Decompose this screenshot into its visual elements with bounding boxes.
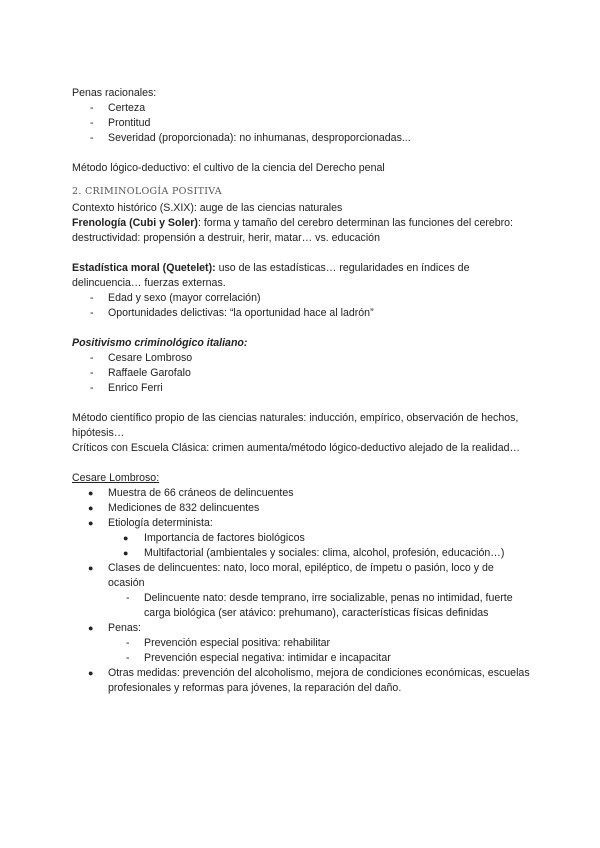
etiologia-label: Etiología determinista:	[108, 517, 213, 529]
list-item: ● Multifactorial (ambientales y sociales: clima, alcohol, profesión, educación…)	[108, 546, 532, 561]
list-item: ● Mediciones de 832 delincuentes	[72, 501, 532, 516]
metodo-logico-text: Método lógico-deductivo: el cultivo de la ciencia del Derecho penal	[72, 162, 385, 174]
list-item: - Enrico Ferri	[72, 381, 532, 396]
section-heading: 2. CRIMINOLOGÍA POSITIVA	[72, 186, 222, 197]
list-item: ● Muestra de 66 cráneos de delincuentes	[72, 486, 532, 501]
list-item: ● Importancia de factores biológicos	[108, 531, 532, 546]
contexto-text: Contexto histórico (S.XIX): auge de las ciencias naturales	[72, 202, 343, 214]
positivismo-list	[72, 351, 532, 396]
list-item: - Prevención especial negativa: intimidar e incapacitar	[108, 651, 532, 666]
list-item: - Severidad (proporcionada): no inhumanas, desproporcionadas...	[72, 131, 532, 146]
list-item: - Cesare Lombroso	[72, 351, 532, 366]
list-item: - Certeza	[72, 101, 532, 116]
list-item	[72, 516, 532, 561]
penas-sublist	[108, 636, 532, 666]
lombroso-list	[72, 486, 532, 696]
estadistica-label: Estadística moral (Quetelet):	[72, 262, 216, 274]
document-page	[72, 86, 532, 696]
clases-sublist	[108, 591, 532, 621]
positivismo-title: Positivismo criminológico italiano:	[72, 337, 248, 349]
frenologia-paragraph	[72, 216, 532, 246]
list-item: - Raffaele Garofalo	[72, 366, 532, 381]
list-item: - Prevención especial positiva: rehabilitar	[108, 636, 532, 651]
etiologia-sublist	[108, 531, 532, 561]
estadistica-text: uso de las estadísticas… regularidades en índices de delincuencia… fuerzas externas.	[72, 262, 470, 289]
list-item: - Delincuente nato: desde temprano, irre socializable, penas no intimidad, fuerte carga biológica (ser atávico: prehumano), características físicas definidas	[108, 591, 532, 621]
clases-label: Clases de delincuentes: nato, loco moral, epiléptico, de ímpetu o pasión, loco y de ocasión	[108, 562, 494, 589]
estadistica-paragraph	[72, 261, 532, 291]
criticos-text: Críticos con Escuela Clásica: crimen aumenta/método lógico-deductivo alejado de la realidad…	[72, 442, 521, 454]
list-item	[72, 621, 532, 666]
list-item: - Prontitud	[72, 116, 532, 131]
estadistica-list	[72, 291, 532, 321]
metodo-cientifico-text: Método científico propio de las ciencias naturales: inducción, empírico, observación de hechos, hipótesis…	[72, 412, 519, 439]
penas-racionales-list	[72, 101, 532, 146]
list-item: - Oportunidades delictivas: “la oportunidad hace al ladrón”	[72, 306, 532, 321]
frenologia-label: Frenología (Cubi y Soler)	[72, 217, 198, 229]
list-item	[72, 561, 532, 621]
list-item: ● Otras medidas: prevención del alcoholismo, mejora de condiciones económicas, escuelas profesionales y reformas para jóvenes, la reparación del daño.	[72, 666, 532, 696]
list-item: - Edad y sexo (mayor correlación)	[72, 291, 532, 306]
penas-label: Penas:	[108, 622, 141, 634]
lombroso-title: Cesare Lombroso:	[72, 472, 160, 484]
frenologia-text: : forma y tamaño del cerebro determinan las funciones del cerebro: destructividad: propensión a destruir, herir, matar… vs. educación	[72, 217, 514, 244]
penas-racionales-title: Penas racionales:	[72, 87, 157, 99]
